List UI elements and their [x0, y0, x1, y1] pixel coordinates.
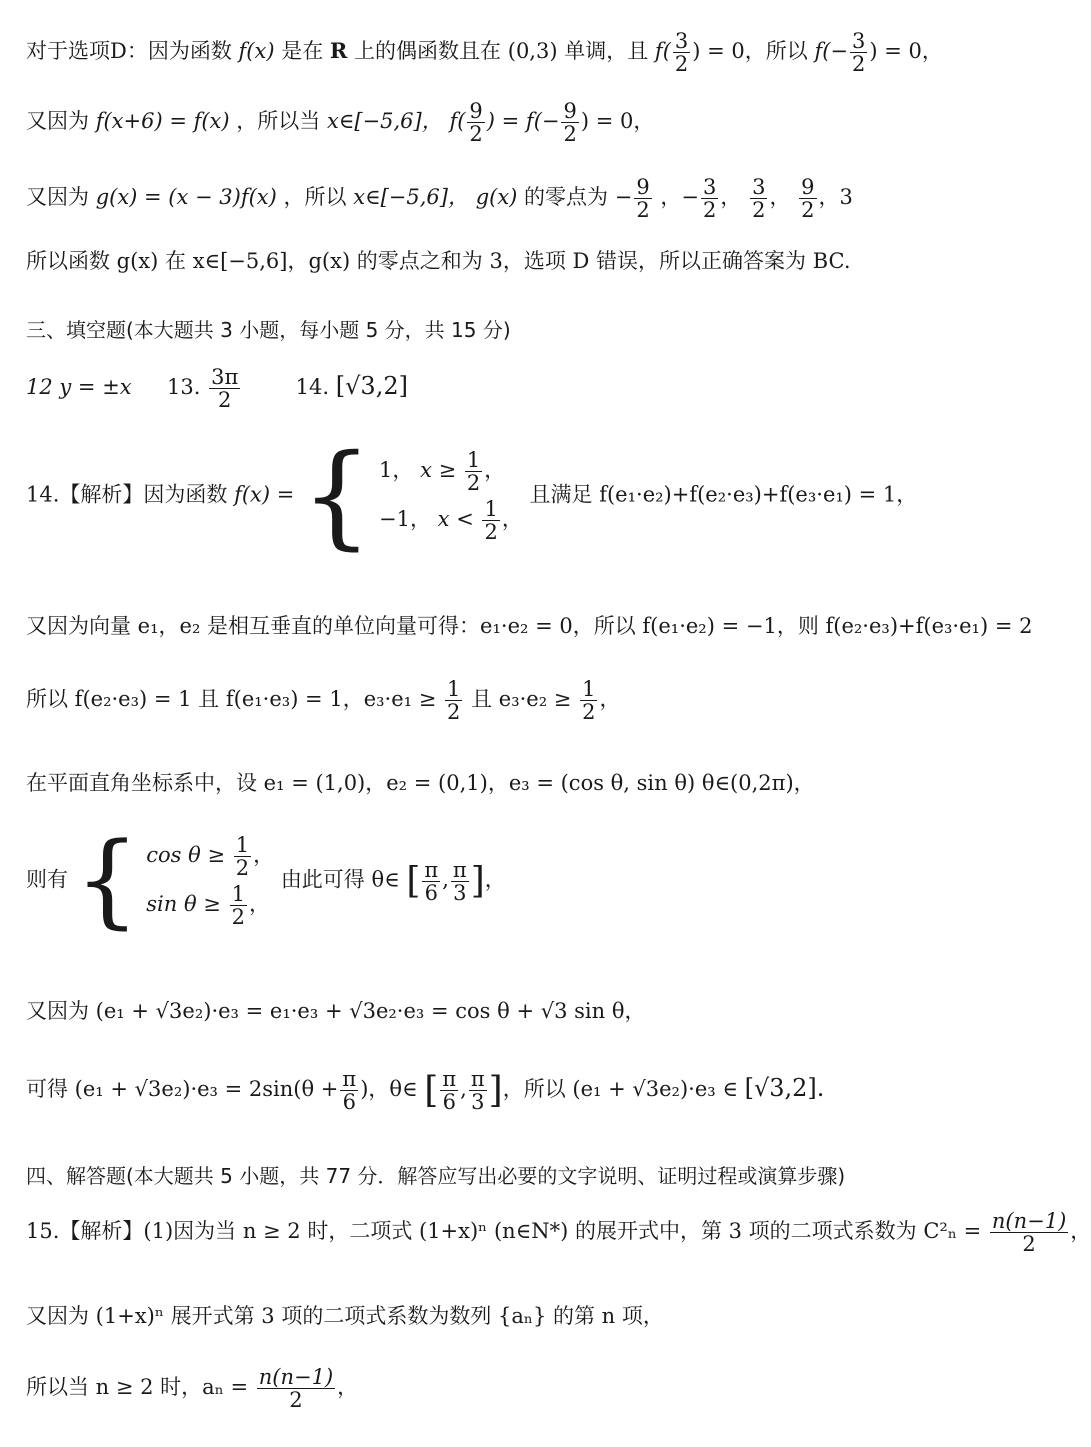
line-range: 可得 (e₁ + √3e₂)·e₃ = 2sin(θ + $\frac{\pi}{6}$ )，θ∈ [ $\frac{\pi}{6}$ , $\frac{\pi}{3}$ ]，所以 (e₁ + √3e₂)·e₃ ∈ [√3,2].: [26, 1067, 825, 1115]
math: f(: [449, 109, 466, 134]
math: f(−: [814, 39, 849, 64]
text: ，所以: [283, 185, 347, 210]
math-interval: (0,3): [507, 39, 558, 64]
fraction: $\frac{3}{2}$: [752, 175, 766, 223]
text: )，θ∈: [360, 1077, 418, 1102]
answer-13: $\frac{3\pi}{2}$: [211, 365, 239, 413]
text: 且 e₃·e₂ ≥: [471, 687, 572, 712]
line-conclusion: [26, 245, 851, 275]
fraction: $\frac{3}{2}$: [852, 29, 866, 77]
fraction: $\frac{9}{2}$: [469, 99, 483, 147]
left-brace: {: [74, 821, 140, 941]
math-fx: f(x): [238, 39, 275, 64]
math: g(x): [475, 185, 518, 210]
text: ) = 0，: [869, 39, 943, 64]
math: f(: [654, 39, 671, 64]
fraction: $\frac{9}{2}$: [563, 99, 577, 147]
text: 15.【解析】(1)因为当 n ≥ 2 时，二项式 (1+x)ⁿ (n∈N*) 的展开式中，第 3 项的二项式系数为 C²ₙ =: [26, 1219, 982, 1244]
heading: 四、解答题(本大题共 5 小题，共 77 分．解答应写出必要的文字说明、证明过程或演算步骤): [26, 1164, 846, 1188]
answer-14-label: 14.: [295, 375, 330, 400]
fraction: $\frac{1}{2}$: [447, 677, 461, 725]
section-heading-solutions: [26, 1160, 845, 1189]
math: f(x+6) = f(x): [95, 109, 230, 134]
fraction: $\frac{9}{2}$: [801, 175, 815, 223]
fraction: $\frac{9}{2}$: [636, 175, 650, 223]
text: 可得 (e₁ + √3e₂)·e₃ = 2sin(θ +: [26, 1077, 339, 1102]
text: 又因为 (1+x)ⁿ 展开式第 3 项的二项式系数为数列 {aₙ} 的第 n 项，: [26, 1304, 664, 1328]
line-expand: [26, 995, 645, 1025]
fraction: $\frac{3}{2}$: [703, 175, 717, 223]
text: 又因为: [26, 109, 89, 134]
math-domain: x∈[−5,6]，: [353, 185, 469, 210]
text: 所以 f(e₂·e₃) = 1 且 f(e₁·e₃) = 1，e₃·e₁ ≥: [26, 687, 437, 712]
math: g(x) = (x − 3)f(x): [95, 185, 277, 210]
answer-14: [√3,2]: [335, 372, 408, 401]
text: 的零点为: [524, 185, 609, 210]
fraction: $\frac{1}{2}$: [582, 677, 596, 725]
answers-line: [26, 366, 408, 411]
text: 且满足 f(e₁·e₂)+f(e₂·e₃)+f(e₃·e₁) = 1，: [529, 482, 918, 507]
fraction: $\frac{n(n-1)}{2}$: [258, 1365, 334, 1413]
result: [√3,2].: [744, 1074, 825, 1103]
line-option-d: [26, 30, 943, 75]
text: 所以函数 g(x) 在 x∈[−5,6]，g(x) 的零点之和为 3，选项 D 错误，所以正确答案为 BC.: [26, 249, 851, 273]
line-q15: 15.【解析】(1)因为当 n ≥ 2 时，二项式 (1+x)ⁿ (n∈N*) 的展开式中，第 3 项的二项式系数为 C²ₙ = $\frac{n(n-1)}{2}$ ，: [26, 1209, 1091, 1257]
text: 则有: [26, 867, 68, 892]
line-dot-products: 所以 f(e₂·e₃) = 1 且 f(e₁·e₃) = 1，e₃·e₁ ≥ $\frac{1}{2}$ 且 e₃·e₂ ≥ $\frac{1}{2}$ ，: [26, 677, 621, 725]
text: 所以当 n ≥ 2 时，aₙ =: [26, 1375, 249, 1400]
text: 在平面直角坐标系中，设 e₁ = (1,0)，e₂ = (0,1)，e₃ = (cos θ, sin θ) θ∈(0,2π)，: [26, 771, 815, 795]
answer-13-label: 13.: [167, 375, 201, 400]
text: 单调，且: [564, 39, 649, 64]
text: ) = 0，所以: [692, 39, 808, 64]
line-sequence: [26, 1300, 664, 1330]
text: 又因为: [26, 185, 89, 210]
line-system: 则有 { cos θ ≥ $\frac{1}{2}$ ， sin θ ≥ $\frac{1}{2}$ ， 由此可得 θ∈ [ $\frac{\pi}{6}$ , $\frac{\pi}{3}$ ]，: [26, 821, 506, 941]
text: 14.【解析】因为函数: [26, 482, 228, 507]
math-domain: x∈[−5,6]，: [326, 109, 443, 134]
text: 是在: [281, 39, 324, 64]
math: f(x) =: [234, 482, 295, 507]
math-real-set: R: [329, 38, 348, 64]
fraction: $\frac{n(n-1)}{2}$: [991, 1209, 1067, 1257]
heading: 三、填空题(本大题共 3 小题，每小题 5 分，共 15 分): [26, 318, 511, 342]
line-coordinates: [26, 767, 815, 797]
section-heading-fill-in: [26, 314, 511, 343]
line-an: 所以当 n ≥ 2 时，aₙ = $\frac{n(n-1)}{2}$ ，: [26, 1365, 359, 1413]
text: ，所以 (e₁ + √3e₂)·e₃ ∈: [502, 1077, 738, 1102]
text: ) = 0，: [580, 109, 655, 134]
left-brace: {: [301, 431, 373, 561]
math: ) = f(−: [486, 109, 560, 134]
fraction: $\frac{3}{2}$: [674, 29, 689, 77]
text: 又因为向量 e₁，e₂ 是相互垂直的单位向量可得：e₁·e₂ = 0，所以 f(e₁·e₂) = −1，则 f(e₂·e₃)+f(e₃·e₁) = 2: [26, 614, 1033, 638]
piecewise-cases: 1， x ≥ $\frac{1}{2}$ ， −1， x < $\frac{1}{2}$ ，: [379, 447, 523, 545]
line-zeros: 又因为 g(x) = (x − 3)f(x) ，所以 x∈[−5,6]， g(x) 的零点为 − $\frac{9}{2}$ ，− $\frac{3}{2}$ ， $\frac{3}{2}$ ， $\frac{9}{2}$ ，3: [26, 175, 853, 223]
answer-12: 12 y = ±x: [26, 375, 132, 400]
line-periodic: [26, 100, 654, 145]
q14-piecewise: [26, 431, 918, 561]
text: 上的偶函数且在: [354, 39, 502, 64]
text: ，所以当: [236, 109, 321, 134]
text: 又因为 (e₁ + √3e₂)·e₃ = e₁·e₃ + √3e₂·e₃ = cos θ + √3 sin θ，: [26, 999, 646, 1023]
system-cases: cos θ ≥ $\frac{1}{2}$ ， sin θ ≥ $\frac{1}{2}$ ，: [146, 833, 275, 930]
line-vectors: [26, 610, 1032, 640]
text: 对于选项D：因为函数: [26, 39, 232, 64]
text: 由此可得 θ∈: [280, 867, 400, 892]
